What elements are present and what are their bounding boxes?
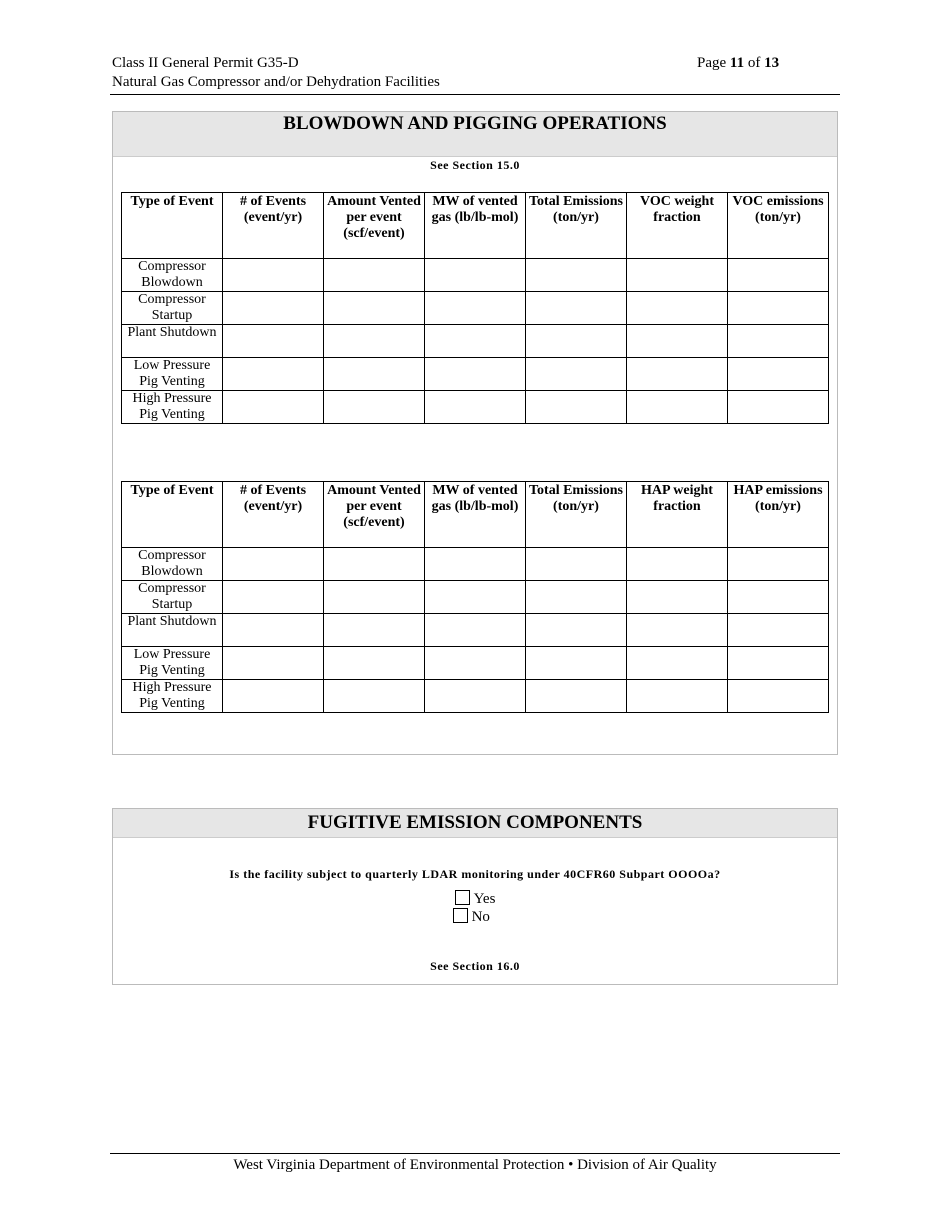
fugitive-title: FUGITIVE EMISSION COMPONENTS — [113, 809, 837, 838]
footer-text: West Virginia Department of Environmental Protection • Division of Air Quality — [233, 1157, 717, 1173]
entry-cell[interactable] — [425, 358, 526, 391]
event-type: Low Pressure Pig Venting — [122, 358, 223, 391]
fugitive-see-section: See Section 16.0 — [430, 959, 520, 973]
entry-cell[interactable] — [324, 325, 425, 358]
column-header: MW of vented gas (lb/lb-mol) — [425, 193, 526, 259]
entry-cell[interactable] — [728, 548, 829, 581]
entry-cell[interactable] — [425, 581, 526, 614]
entry-cell[interactable] — [627, 325, 728, 358]
blowdown-title: BLOWDOWN AND PIGGING OPERATIONS — [113, 112, 837, 157]
entry-cell[interactable] — [526, 292, 627, 325]
entry-cell[interactable] — [526, 325, 627, 358]
page-current: 11 — [729, 55, 745, 71]
table-row — [122, 581, 829, 614]
option-yes-label: Yes — [473, 891, 496, 907]
entry-cell[interactable] — [627, 292, 728, 325]
entry-cell[interactable] — [728, 680, 829, 713]
header-row — [122, 193, 829, 259]
entry-cell[interactable] — [425, 325, 526, 358]
permit-title: Class II General Permit G35-D — [112, 55, 299, 71]
entry-cell[interactable] — [526, 581, 627, 614]
entry-cell[interactable] — [425, 391, 526, 424]
entry-cell[interactable] — [728, 614, 829, 647]
blowdown-section — [112, 111, 838, 755]
entry-cell[interactable] — [324, 391, 425, 424]
event-type: Plant Shutdown — [122, 614, 223, 647]
entry-cell[interactable] — [223, 259, 324, 292]
entry-cell[interactable] — [526, 259, 627, 292]
entry-cell[interactable] — [728, 358, 829, 391]
entry-cell[interactable] — [627, 259, 728, 292]
header-row — [122, 482, 829, 548]
page-number — [697, 55, 779, 72]
entry-cell[interactable] — [728, 647, 829, 680]
entry-cell[interactable] — [728, 292, 829, 325]
entry-cell[interactable] — [223, 358, 324, 391]
event-type: Low Pressure Pig Venting — [122, 647, 223, 680]
entry-cell[interactable] — [627, 614, 728, 647]
entry-cell[interactable] — [526, 647, 627, 680]
entry-cell[interactable] — [627, 358, 728, 391]
option-yes[interactable] — [113, 890, 837, 908]
header-rule — [110, 94, 840, 95]
event-type: Compressor Startup — [122, 292, 223, 325]
entry-cell[interactable] — [223, 292, 324, 325]
entry-cell[interactable] — [324, 292, 425, 325]
event-type: Compressor Blowdown — [122, 259, 223, 292]
entry-cell[interactable] — [223, 680, 324, 713]
entry-cell[interactable] — [425, 292, 526, 325]
voc-table — [121, 192, 829, 424]
table-row — [122, 548, 829, 581]
entry-cell[interactable] — [627, 391, 728, 424]
column-header: VOC weight fraction — [627, 193, 728, 259]
entry-cell[interactable] — [728, 581, 829, 614]
entry-cell[interactable] — [324, 358, 425, 391]
entry-cell[interactable] — [627, 548, 728, 581]
entry-cell[interactable] — [425, 647, 526, 680]
event-type: Compressor Blowdown — [122, 548, 223, 581]
entry-cell[interactable] — [425, 680, 526, 713]
column-header: Total Emissions (ton/yr) — [526, 193, 627, 259]
column-header: # of Events (event/yr) — [223, 193, 324, 259]
entry-cell[interactable] — [223, 325, 324, 358]
entry-cell[interactable] — [526, 680, 627, 713]
table-row — [122, 614, 829, 647]
entry-cell[interactable] — [526, 548, 627, 581]
table-row — [122, 358, 829, 391]
entry-cell[interactable] — [728, 259, 829, 292]
fugitive-section — [112, 808, 838, 985]
table-row — [122, 325, 829, 358]
entry-cell[interactable] — [425, 614, 526, 647]
column-header: HAP weight fraction — [627, 482, 728, 548]
entry-cell[interactable] — [324, 680, 425, 713]
hap-table — [121, 481, 829, 713]
entry-cell[interactable] — [526, 358, 627, 391]
blowdown-see-section: See Section 15.0 — [430, 158, 520, 172]
column-header: HAP emissions (ton/yr) — [728, 482, 829, 548]
table-row — [122, 259, 829, 292]
entry-cell[interactable] — [526, 391, 627, 424]
ldar-question: Is the facility subject to quarterly LDAR monitoring under 40CFR60 Subpart OOOOa? — [229, 867, 721, 881]
column-header: Total Emissions (ton/yr) — [526, 482, 627, 548]
event-type: Compressor Startup — [122, 581, 223, 614]
table-row — [122, 647, 829, 680]
entry-cell[interactable] — [324, 647, 425, 680]
entry-cell[interactable] — [223, 391, 324, 424]
page-prefix: Page — [697, 55, 730, 71]
entry-cell[interactable] — [425, 548, 526, 581]
entry-cell[interactable] — [728, 391, 829, 424]
event-type: Plant Shutdown — [122, 325, 223, 358]
option-no-label: No — [471, 909, 490, 925]
column-header: Amount Vented per event (scf/event) — [324, 482, 425, 548]
table-row — [122, 391, 829, 424]
entry-cell[interactable] — [728, 325, 829, 358]
checkbox-yes[interactable] — [455, 890, 470, 905]
permit-subtitle: Natural Gas Compressor and/or Dehydration Facilities — [112, 74, 440, 90]
entry-cell[interactable] — [526, 614, 627, 647]
entry-cell[interactable] — [627, 680, 728, 713]
entry-cell[interactable] — [223, 614, 324, 647]
entry-cell[interactable] — [627, 647, 728, 680]
entry-cell[interactable] — [425, 259, 526, 292]
event-type: High Pressure Pig Venting — [122, 391, 223, 424]
ldar-options — [113, 890, 837, 926]
column-header: Type of Event — [122, 193, 223, 259]
entry-cell[interactable] — [223, 548, 324, 581]
entry-cell[interactable] — [223, 647, 324, 680]
entry-cell[interactable] — [324, 614, 425, 647]
entry-cell[interactable] — [627, 581, 728, 614]
entry-cell[interactable] — [223, 581, 324, 614]
table-row — [122, 680, 829, 713]
entry-cell[interactable] — [324, 581, 425, 614]
page-total: 13 — [764, 55, 780, 71]
column-header: Type of Event — [122, 482, 223, 548]
entry-cell[interactable] — [324, 548, 425, 581]
column-header: # of Events (event/yr) — [223, 482, 324, 548]
footer-rule — [110, 1153, 840, 1154]
table-row — [122, 292, 829, 325]
event-type: High Pressure Pig Venting — [122, 680, 223, 713]
column-header: VOC emissions (ton/yr) — [728, 193, 829, 259]
page-of: of — [744, 55, 765, 71]
checkbox-no[interactable] — [453, 908, 468, 923]
option-no[interactable] — [113, 908, 837, 926]
column-header: MW of vented gas (lb/lb-mol) — [425, 482, 526, 548]
column-header: Amount Vented per event (scf/event) — [324, 193, 425, 259]
entry-cell[interactable] — [324, 259, 425, 292]
